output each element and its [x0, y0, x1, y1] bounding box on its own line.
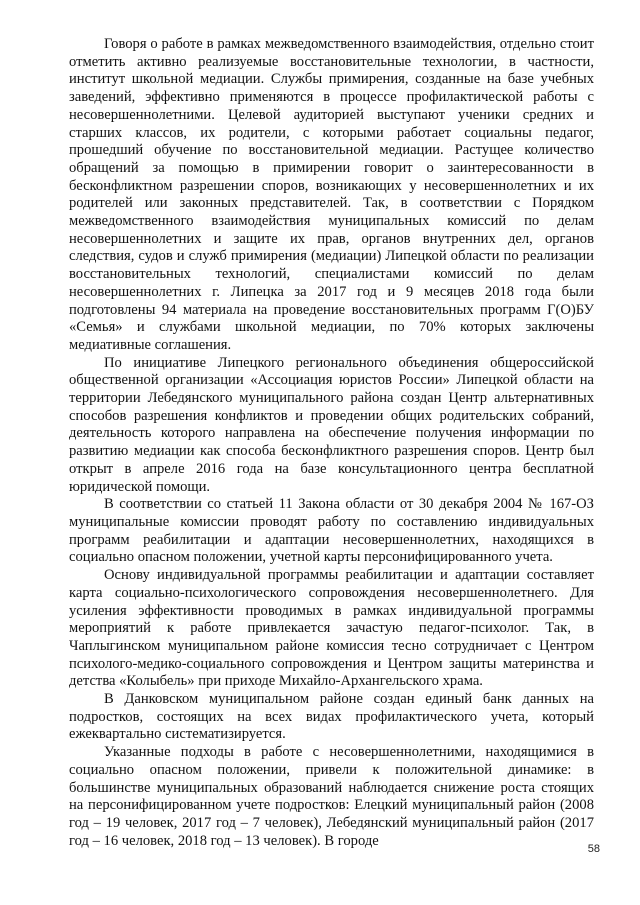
page-number: 58 — [587, 843, 600, 855]
paragraph-positive-dynamics: Указанные подходы в работе с несовершеннолетними, находящимися в социально опасном положении, привели к положительной динамике: в большинстве муниципальных образований наблюдается снижение роста стоящих на персонифицированном учете подростков: Елецкий муниципальный район (2008 год – 19 человек, 2017 год – 7 человек), Лебедянский муниципальный район (2017 год – 16 человек, 2018 год – 13 человек). В городе — [69, 744, 594, 849]
paragraph-rehabilitation-program: Основу индивидуальной программы реабилитации и адаптации составляет карта социально-психологического сопровождения несовершеннолетнего. Для усиления эффективности проводимых в рамках индивидуальной программы мероприятий к работе привлекается зачастую педагог-психолог. Так, в Чаплыгинском муниципальном районе комиссия тесно сотрудничает с Центром психолого-медико-социального сопровождения и Центром защиты материнства и детства «Колыбель» при приходе Михайло-Архангельского храма. — [69, 567, 594, 690]
paragraph-conflict-center: По инициативе Липецкого регионального объединения общероссийской общественной организации «Ассоциация юристов России» Липецкой области на территории Лебедянского муниципального района создан Центр альтернативных способов разрешения конфликтов и проведении общих родительских собраний, деятельность которого направлена на обеспечение получения информации по развитию медиации как способа бесконфликтного разрешения споров. Центр был открыт в апреле 2016 года на базе консультационного центра бесплатной юридической помощи. — [69, 354, 594, 495]
paragraph-dankov-database: В Данковском муниципальном районе создан единый банк данных на подростков, состоящих на всех видах профилактического учета, который ежеквартально систематизируется. — [69, 691, 594, 743]
paragraph-school-mediation: Говоря о работе в рамках межведомственного взаимодействия, отдельно стоит отметить активно реализуемые восстановительные технологии, в частности, институт школьной медиации. Службы примирения, созданные на базе учебных заведений, эффективно применяются в процессе профилактической работы с несовершеннолетними. Целевой аудиторией выступают ученики средних и старших классов, их родители, с которыми работает социальны педагог, прошедший обучение по восстановительной медиации. Растущее количество обращений за помощью в примирении говорит о заинтересованности в бесконфликтном разрешении споров, возникающих у несовершеннолетних и их родителей или законных представителей. Так, в соответствии с Порядком межведомственного взаимодействия муниципальных комиссий по делам несовершеннолетних и защите их прав, органов внутренних дел, органов следствия, судов и служб примирения (медиации) Липецкой области по реализации восстановительных технологий, специалистами комиссий по делам несовершеннолетних г. Липецка за 2017 год и 9 месяцев 2018 года были подготовлены 94 материала на проведение восстановительных программ Г(О)БУ «Семья» и службами школьной медиации, по 70% которых заключены медиативные соглашения. — [69, 36, 594, 353]
paragraph-law-article-11: В соответствии со статьей 11 Закона области от 30 декабря 2004 № 167-ОЗ муниципальные комиссии проводят работу по составлению индивидуальных программ реабилитации и адаптации несовершеннолетних, находящихся в социально опасном положении, учетной карты персонифицированного учета. — [69, 496, 594, 566]
document-body — [69, 36, 594, 850]
